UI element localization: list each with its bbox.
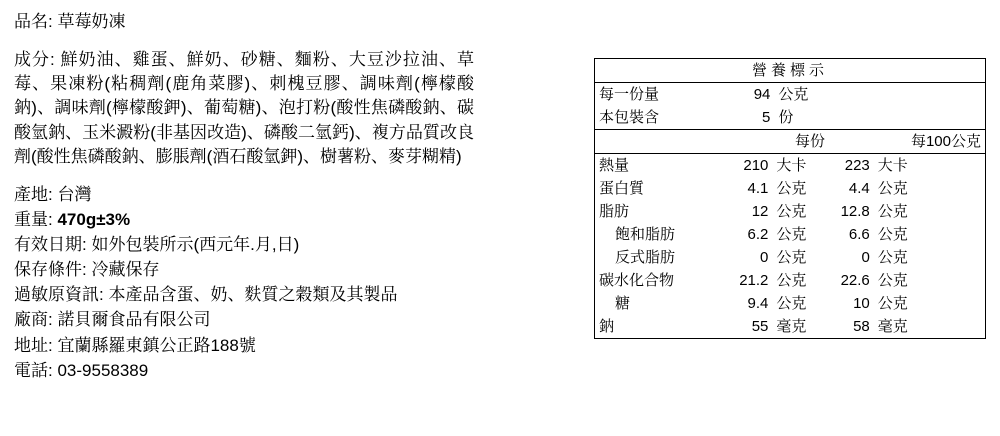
product-details [14,183,474,383]
nutrition-table-body [595,59,985,338]
weight-label: 重量: [14,209,53,229]
nutrition-title-row [595,59,985,83]
weight-row [14,208,474,232]
nutrient-name: 脂肪 [599,203,630,220]
nutrient-serving-unit: 毫克 [776,318,807,335]
storage-value: 冷藏保存 [91,260,160,280]
nutrient-serving-unit: 公克 [776,249,807,266]
allergen-value: 本產品含蛋、奶、麩質之穀類及其製品 [108,285,398,305]
serving-size-unit: 公克 [778,86,809,103]
nutrient-hundred-unit: 公克 [877,226,908,243]
nutrition-row [595,315,985,338]
nutrition-row [595,154,985,178]
allergen-row [14,283,474,307]
ingredients-value: 鮮奶油、雞蛋、鮮奶、砂糖、麵粉、大豆沙拉油、草莓、果凍粉(粘稠劑(鹿角菜膠)、刺槐豆膠、調味劑(檸檬酸鈉)、調味劑(檸檬酸鉀)、葡萄糖)、泡打粉(酸性焦磷酸鈉、碳酸氫鈉、玉米澱粉(非基因改造)、磷酸二氫鈣)、複方品質改良劑(酸性焦磷酸鈉、膨脹劑(酒石酸氫鉀)、樹薯粉、麥芽糊精) [14,50,474,166]
nutrition-row [595,292,985,315]
nutrient-serving-unit: 公克 [776,180,807,197]
product-name-value: 草莓奶凍 [57,12,126,31]
nutrient-hundred-value: 58 [853,318,870,335]
nutrient-hundred-value: 10 [853,295,870,312]
nutrition-row [595,200,985,223]
nutrient-serving-unit: 大卡 [776,157,807,174]
nutrient-hundred-unit: 公克 [877,295,908,312]
nutrient-serving-value: 6.2 [747,226,769,243]
nutrient-hundred-unit: 公克 [877,249,908,266]
nutrient-name: 蛋白質 [599,180,645,197]
nutrient-serving-value: 12 [751,203,769,220]
nutrient-serving-value: 21.2 [739,272,769,289]
manufacturer-value: 諾貝爾食品有限公司 [57,310,211,330]
manufacturer-label: 廠商: [14,310,53,330]
product-name-block [14,10,474,34]
product-info [14,10,474,384]
origin-row [14,183,474,207]
expiry-label: 有效日期: [14,235,87,254]
origin-value: 台灣 [57,184,92,204]
nutrient-hundred-value: 223 [844,157,870,174]
nutrient-hundred-value: 0 [861,249,870,266]
storage-label: 保存條件: [14,260,87,280]
nutrient-serving-value: 55 [751,318,769,335]
product-name-label: 品名: [14,12,53,31]
nutrient-name: 反式脂肪 [615,249,676,266]
storage-row [14,258,474,282]
address-row [14,334,474,358]
nutrient-name: 飽和脂肪 [615,226,676,243]
header-blank [595,130,720,154]
nutrient-hundred-value: 22.6 [840,272,870,289]
expiry-row [14,233,474,257]
origin-label: 產地: [14,184,53,204]
nutrient-hundred-value: 4.4 [848,180,870,197]
phone-row [14,359,474,383]
ingredients-label: 成分: [14,50,55,70]
nutrition-title: 營養標示 [595,59,985,83]
nutrient-hundred-unit: 大卡 [877,157,908,174]
nutrient-serving-unit: 公克 [776,226,807,243]
nutrient-hundred-value: 12.8 [840,203,870,220]
nutrition-row [595,269,985,292]
servings-unit: 份 [774,106,985,130]
weight-value: 470g±3% [57,209,131,229]
servings-value: 5 [720,106,775,130]
nutrient-serving-value: 9.4 [747,295,769,312]
address-label: 地址: [14,335,53,355]
serving-size-label: 每一份量 [599,86,660,103]
nutrition-facts-table [594,58,986,339]
nutrient-hundred-unit: 毫克 [877,318,908,335]
nutrient-serving-unit: 公克 [776,295,807,312]
nutrient-name: 碳水化合物 [599,272,675,289]
address-value: 宜蘭縣羅東鎮公正路188號 [57,335,256,355]
allergen-label: 過敏原資訊: [14,285,104,305]
phone-label: 電話: [14,360,53,380]
servings-per-pack-row [595,106,985,130]
expiry-value: 如外包裝所示(西元年.月,日) [91,235,300,254]
nutrient-name: 熱量 [599,157,630,174]
nutrition-header-row [595,130,985,154]
serving-size-row [595,83,985,107]
nutrient-hundred-value: 6.6 [848,226,870,243]
nutrient-serving-unit: 公克 [776,272,807,289]
nutrient-serving-value: 4.1 [747,180,769,197]
serving-size-value: 94 [753,86,771,103]
nutrition-row [595,246,985,269]
nutrition-row [595,177,985,200]
nutrient-hundred-unit: 公克 [877,203,908,220]
nutrient-hundred-unit: 公克 [877,272,908,289]
header-per-serving: 每份 [720,130,829,154]
nutrient-name: 糖 [615,295,631,312]
phone-value: 03-9558389 [57,360,149,380]
manufacturer-row [14,308,474,332]
nutrient-serving-unit: 公克 [776,203,807,220]
servings-label: 本包裝含 [595,106,720,130]
nutrient-serving-value: 0 [760,249,769,266]
nutrient-serving-value: 210 [743,157,769,174]
header-per-100g: 每100公克 [829,130,985,154]
nutrition-row [595,223,985,246]
ingredients-block [14,48,474,169]
nutrient-hundred-unit: 公克 [877,180,908,197]
nutrient-name: 鈉 [599,318,615,335]
